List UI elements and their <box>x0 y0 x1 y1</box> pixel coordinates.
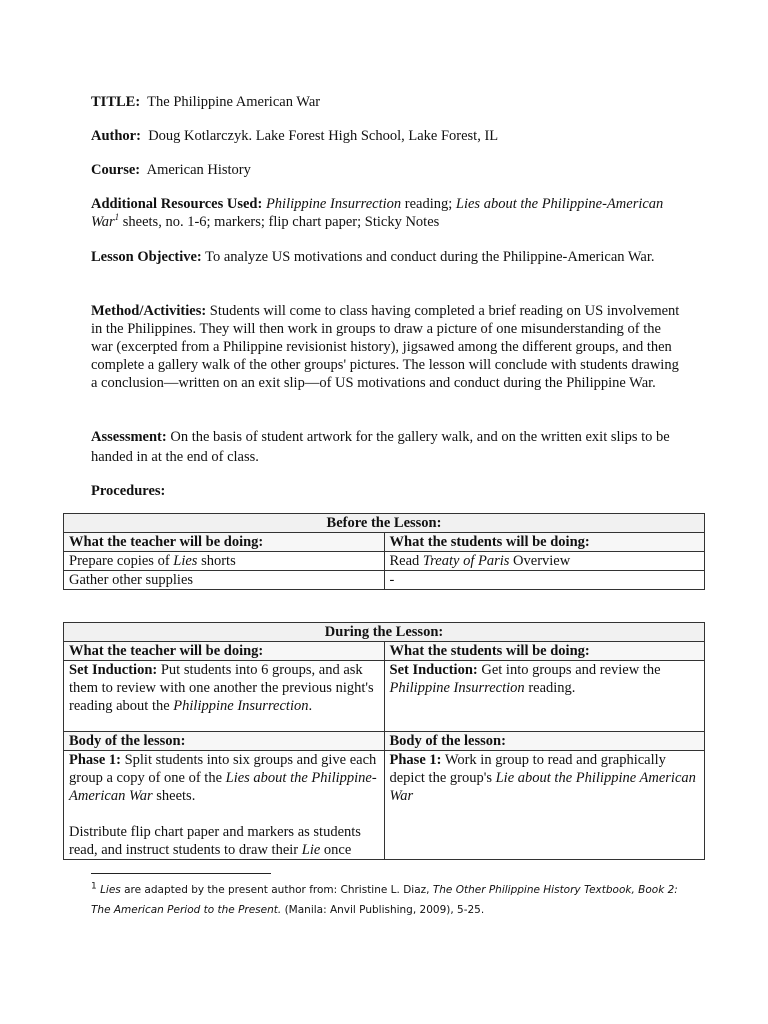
course-value: American History <box>146 162 251 178</box>
before-teacher-cell: Prepare copies of Lies shorts <box>64 552 385 571</box>
before-lesson-heading: Before the Lesson: <box>64 514 705 533</box>
assessment-label: Assessment: <box>91 429 167 445</box>
table-row <box>64 661 705 732</box>
objective-label: Lesson Objective: <box>91 249 202 265</box>
resources-lies-title: Lies about the Philippine-American War <box>91 196 664 230</box>
author-value: Doug Kotlarczyk. Lake Forest High School, Lake Forest, IL <box>148 128 499 144</box>
before-teacher-cell: Gather other supplies <box>64 571 385 590</box>
procedures-heading <box>91 482 681 500</box>
title-value: The Philippine American War <box>147 94 321 110</box>
resources-text-end: sheets, no. 1-6; markers; flip chart paper; Sticky Notes <box>119 214 440 230</box>
phase1-teacher-cell: Phase 1: Split students into six groups and give each group a copy of one of the Lies about the Philippine-American War sheets. Distribute flip chart paper and markers as students read, and instruct students to draw their Lie once <box>64 751 385 860</box>
resources-label: Additional Resources Used: <box>91 196 263 212</box>
footnote-ref: 1 <box>114 212 120 223</box>
before-students-cell: - <box>384 571 705 590</box>
table-row <box>64 552 705 571</box>
objective-paragraph <box>91 248 681 266</box>
during-teacher-column-header: What the teacher will be doing: <box>64 642 385 661</box>
during-lesson-table <box>63 622 705 860</box>
method-paragraph <box>91 302 681 392</box>
footnote: $^1$ Lies are adapted by the present author from: Christine L. Diaz, The Other Philippine History Textbook, Book 2: The American Period to the Present. (Manila: Anvil Publishing, 2009), 5-25. <box>91 881 678 916</box>
course-label: Course: <box>91 162 141 178</box>
title-line <box>91 93 681 111</box>
resources-reading-title: Philippine Insurrection <box>265 196 402 212</box>
method-text: Students will come to class having completed a brief reading on US involvement in the Philippines. They will then work in groups to draw a picture of one misunderstanding of the war (excerpted from a Philippine revisionist history), jigsawed among the different groups, and then complete a gallery walk of the other groups' pictures. The lesson will conclude with students drawing a conclusion—written on an exit slip—of US motivations and conduct during the Philippine War. <box>91 303 680 391</box>
footnote-divider <box>91 873 271 874</box>
author-label: Author: <box>91 128 141 144</box>
course-line <box>91 161 681 179</box>
table-row <box>64 751 705 860</box>
before-students-cell: Read Treaty of Paris Overview <box>384 552 705 571</box>
method-label: Method/Activities: <box>91 303 207 319</box>
during-students-column-header: What the students will be doing: <box>384 642 705 661</box>
author-line <box>91 127 681 145</box>
procedures-label: Procedures: <box>91 483 166 499</box>
before-students-column-header: What the students will be doing: <box>384 533 705 552</box>
resources-text: reading; <box>401 196 456 212</box>
during-lesson-heading: During the Lesson: <box>64 623 705 642</box>
phase1-students-cell: Phase 1: Work in group to read and graphically depict the group's Lie about the Philippine American War <box>384 751 705 860</box>
footnote-number: 1 <box>91 881 97 892</box>
objective-text: To analyze US motivations and conduct during the Philippine-American War. <box>205 249 655 265</box>
before-teacher-column-header: What the teacher will be doing: <box>64 533 385 552</box>
table-row <box>64 571 705 590</box>
body-students-header: Body of the lesson: <box>384 732 705 751</box>
title-label: TITLE: <box>91 94 141 110</box>
set-induction-students-cell: Set Induction: Get into groups and review the Philippine Insurrection reading. <box>384 661 705 732</box>
resources-paragraph <box>91 195 681 231</box>
body-teacher-header: Body of the lesson: <box>64 732 385 751</box>
assessment-paragraph <box>91 427 681 467</box>
assessment-text: On the basis of student artwork for the gallery walk, and on the written exit slips to be handed in at the end of class. <box>91 429 670 465</box>
before-lesson-table <box>63 513 705 590</box>
set-induction-teacher-cell: Set Induction: Put students into 6 groups, and ask them to review with one another the previous night's reading about the Philippine Insurrection. <box>64 661 385 732</box>
